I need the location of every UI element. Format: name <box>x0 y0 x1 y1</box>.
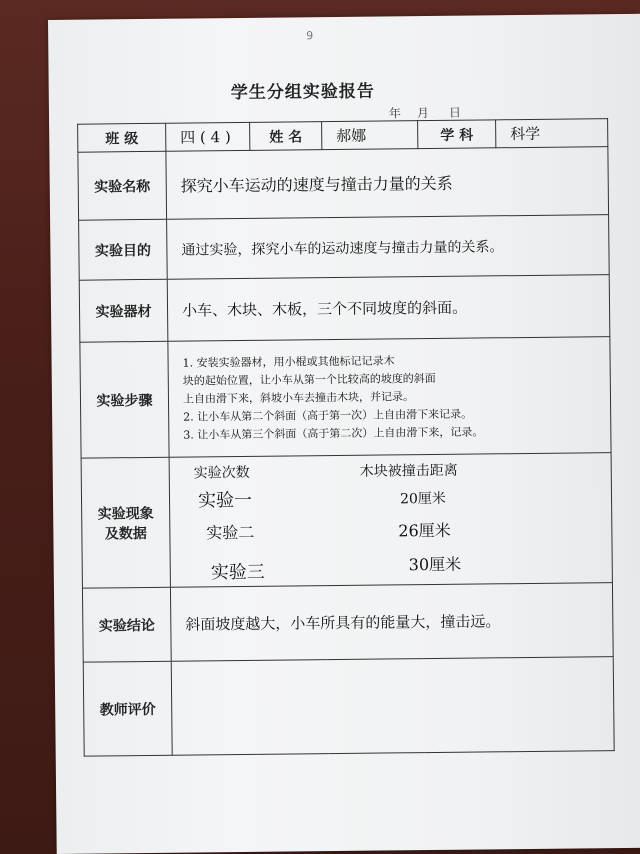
equipment-row <box>79 275 610 343</box>
punch-mark: 9 <box>306 29 314 43</box>
trial-label: 实验一 <box>197 489 253 511</box>
phenomena-label <box>81 457 170 588</box>
experiment-name-value: 探究小车运动的速度与撞击力量的关系 <box>166 147 609 220</box>
conclusion-row <box>82 583 613 663</box>
date-year-label: 年 <box>388 106 402 121</box>
steps-content <box>168 337 611 458</box>
step-line: 块的起始位置，让小车从第一个比较高的坡度的斜面 <box>182 371 436 388</box>
class-value: 四 ( 4 ) <box>166 122 250 151</box>
step-line: 3. 让小车从第三个斜面（高于第二次）上自由滑下来，记录。 <box>183 424 484 442</box>
phenomena-content <box>169 453 612 588</box>
phenomena-row <box>81 453 612 589</box>
distance-value: 26厘米 <box>398 520 451 540</box>
phenomena-label-line1: 实验现象 <box>97 505 154 523</box>
distance-value: 30厘米 <box>408 554 462 574</box>
name-value: 郝娜 <box>322 121 418 150</box>
step-line: 2. 让小车从第二个斜面（高于第一次）上自由滑下来记录。 <box>183 407 473 424</box>
equipment-label: 实验器材 <box>79 279 168 342</box>
date-month-label: 月 <box>416 106 430 121</box>
steps-row <box>80 337 611 459</box>
steps-label: 实验步骤 <box>80 341 169 458</box>
experiment-name-label: 实验名称 <box>78 151 167 220</box>
phenomena-label-line2: 及数据 <box>104 525 147 542</box>
distance-value: 20厘米 <box>399 490 446 507</box>
subject-value: 科学 <box>496 119 608 148</box>
trial-label: 实验二 <box>206 522 255 542</box>
col-header-distance: 木块被撞击距离 <box>359 462 458 480</box>
name-label: 姓 名 <box>250 122 322 151</box>
teacher-comment-value <box>171 657 614 756</box>
step-line: 上自由滑下来，斜坡小车去撞击木块，并记录。 <box>182 389 415 406</box>
class-label: 班 级 <box>78 123 166 152</box>
subject-label: 学 科 <box>418 120 496 149</box>
conclusion-value: 斜面坡度越大，小车所具有的能量大，撞击远。 <box>170 583 613 662</box>
data-grid <box>170 454 612 587</box>
teacher-comment-label: 教师评价 <box>83 661 172 756</box>
col-header-trial: 实验次数 <box>193 464 250 481</box>
report-sheet <box>48 14 640 854</box>
page-title: 学生分组实验报告 <box>230 81 375 104</box>
conclusion-label: 实验结论 <box>82 587 171 662</box>
experiment-name-row <box>78 147 609 221</box>
experiment-purpose-row <box>79 215 610 281</box>
trial-label: 实验三 <box>210 561 265 583</box>
teacher-comment-row <box>83 657 614 757</box>
step-line: 1. 安装实验器材，用小棍或其他标记记录木 <box>182 353 395 370</box>
experiment-purpose-label: 实验目的 <box>79 219 168 280</box>
date-day-label: 日 <box>448 105 462 120</box>
experiment-purpose-value: 通过实验，探究小车的运动速度与撞击力量的关系。 <box>167 215 610 280</box>
equipment-value: 小车、木块、木板，三个不同坡度的斜面。 <box>167 275 610 342</box>
report-table <box>77 118 615 757</box>
